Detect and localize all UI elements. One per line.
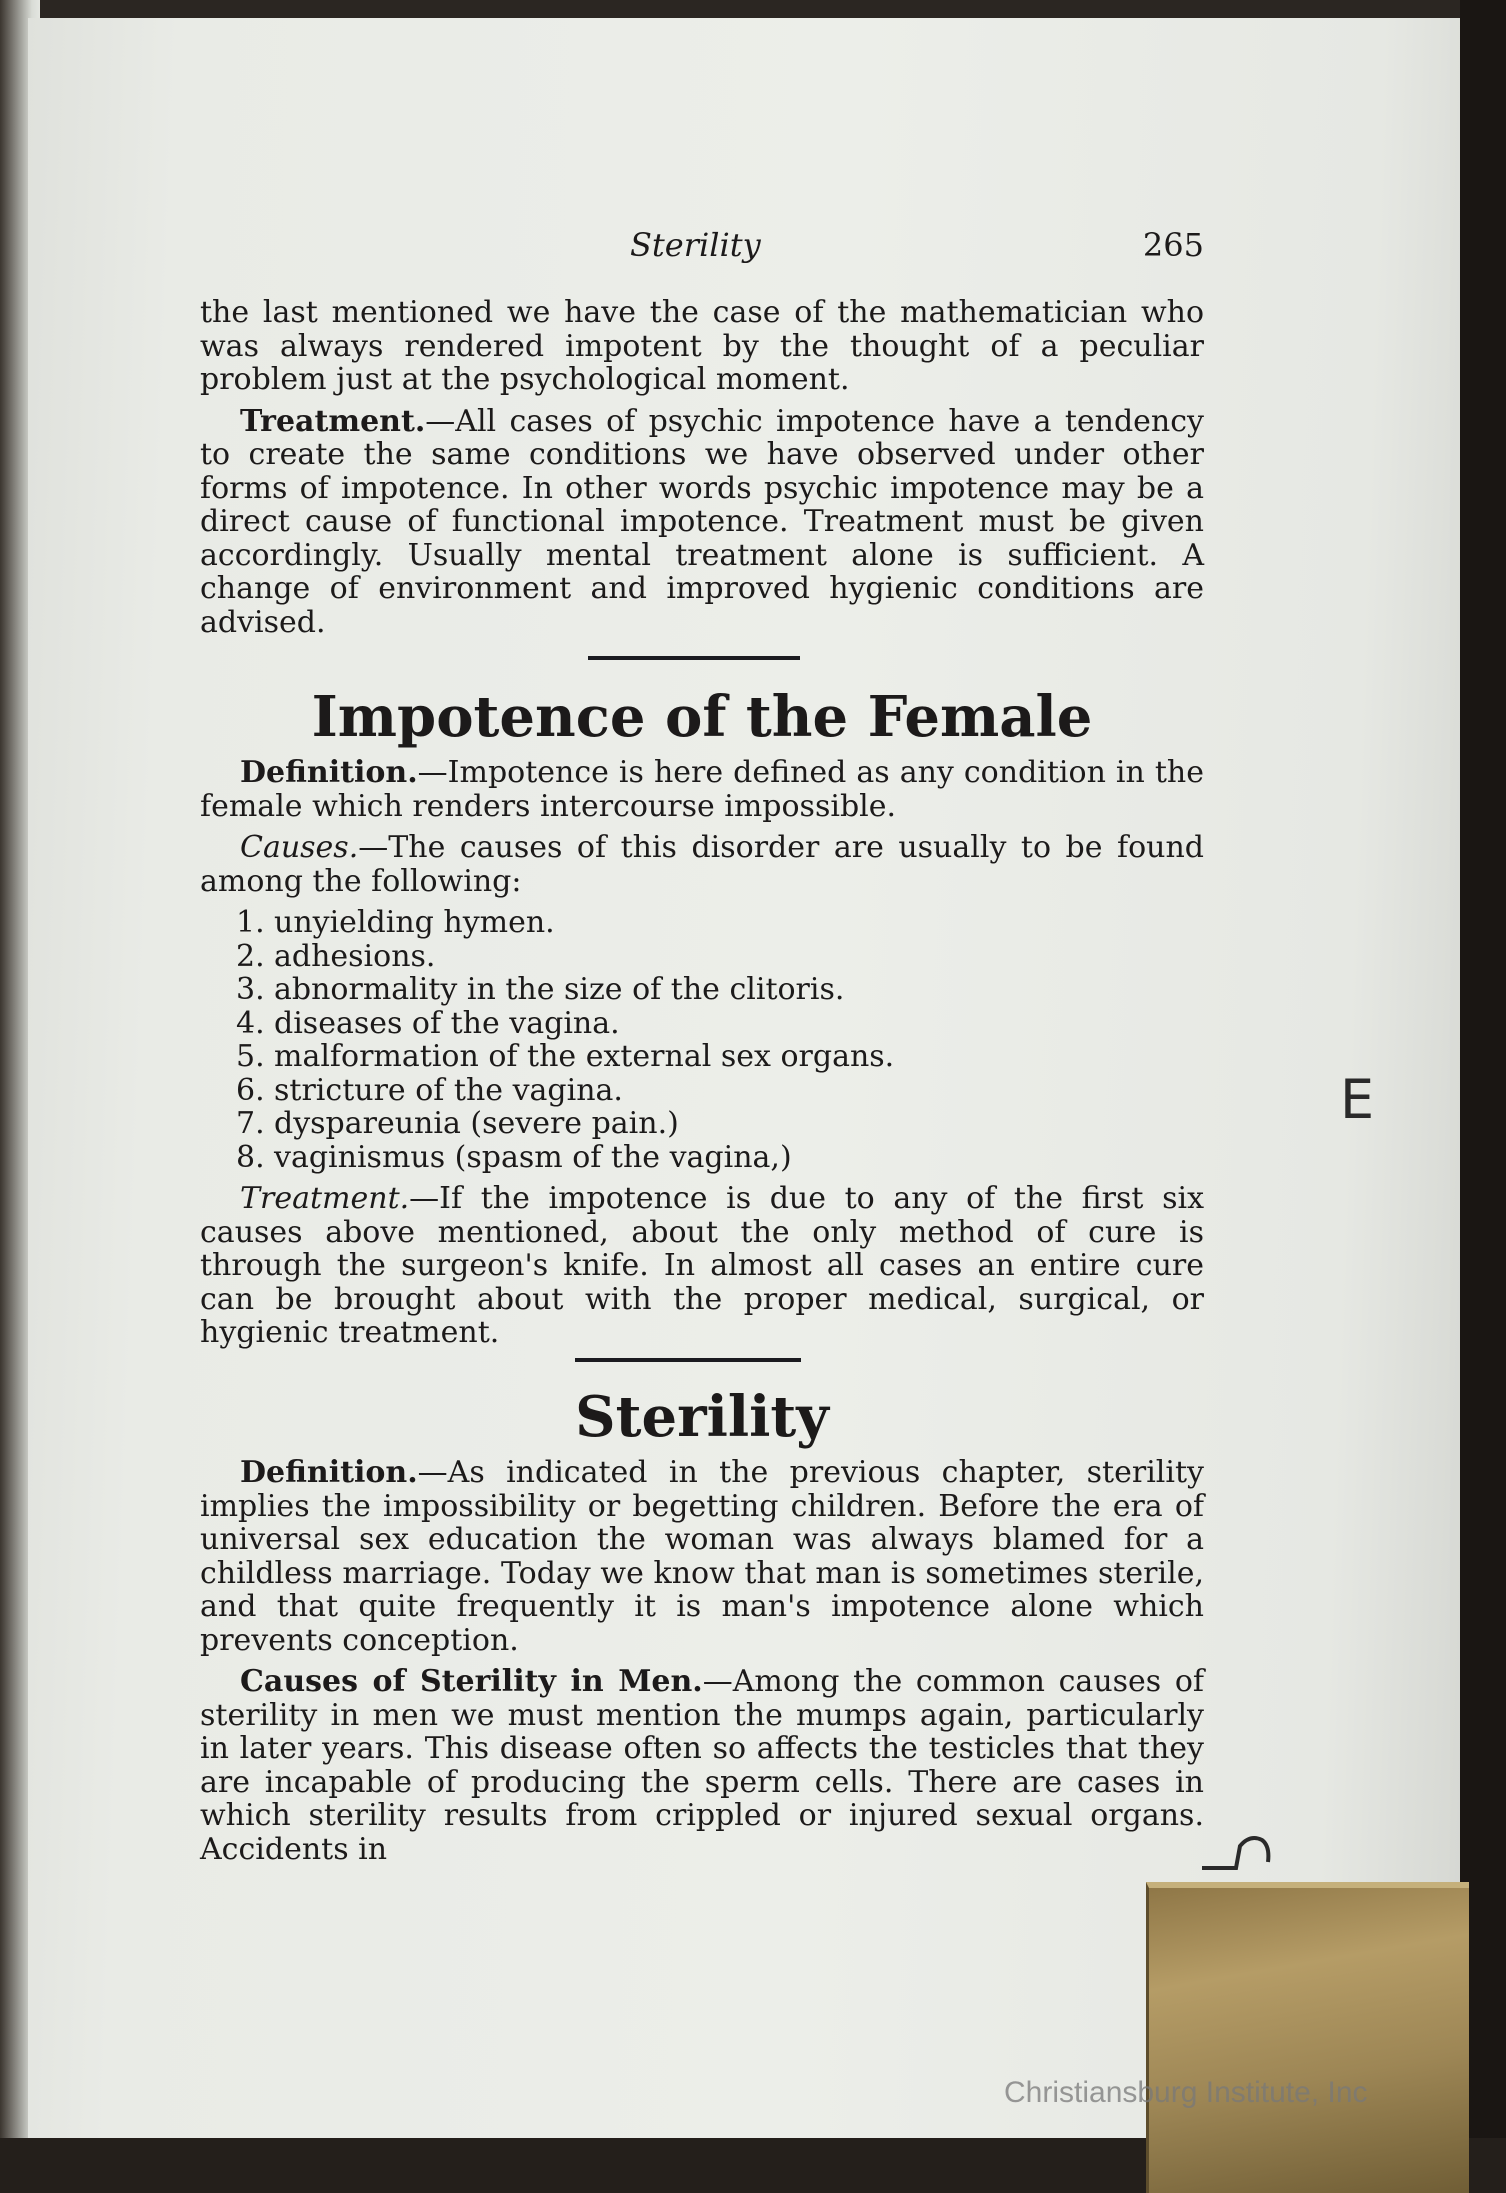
sterility-section-body (200, 1456, 1204, 1874)
sterility-section-heading: Sterility (575, 1384, 829, 1450)
causes-list (200, 906, 1204, 1174)
list-item-text: vaginismus (spasm of the vagina,) (274, 1139, 792, 1175)
female-definition-paragraph (200, 756, 1204, 823)
handwritten-squiggle-mark (1198, 1828, 1288, 1878)
list-item-text: adhesions. (274, 938, 436, 974)
handwritten-e-mark: E (1340, 1068, 1375, 1131)
female-section-body (200, 756, 1204, 1358)
female-treatment-label: Treatment. (240, 1181, 410, 1216)
female-definition-label: Definition. (240, 755, 418, 790)
treatment-paragraph (200, 405, 1204, 640)
female-treatment-text: —If the impotence is due to any of the first six causes above mentioned, about the only method of cure is through the surgeon's knife. In almost all cases an entire cure can be brought about with the proper medical, surgical, or hygienic treatment. (200, 1181, 1204, 1350)
female-causes-paragraph (200, 831, 1204, 898)
list-item-text: dyspareunia (severe pain.) (274, 1106, 679, 1141)
list-item-number: 2. (236, 938, 265, 974)
list-item-text: abnormality in the size of the clitoris. (274, 972, 845, 1007)
list-item-number: 1. (236, 905, 265, 940)
running-head (200, 226, 1204, 270)
dark-background-edge (1460, 0, 1506, 2193)
causes-men-text: —Among the common causes of sterility in men we must mention the mumps again, particularly in later years. This disease often so affects the testicles that they are incapable of producing the sperm cells. There are cases in which sterility results from crippled or injured sexual organs. Accidents in (200, 1664, 1204, 1867)
intro-block (200, 296, 1204, 647)
treatment-text: —All cases of psychic impotence have a tendency to create the same conditions we have observed under other forms of impotence. In other words psychic impotence may be a direct cause of functional impotence. Treatment must be given accordingly. Usually mental treatment alone is sufficient. A change of environment and improved hygienic conditions are advised. (200, 403, 1204, 640)
page-number: 265 (1142, 226, 1204, 264)
list-item (236, 1074, 1204, 1108)
section-divider-rule (588, 656, 800, 660)
list-item (236, 906, 1204, 940)
treatment-label: Treatment. (240, 403, 426, 439)
female-definition-text: —Impotence is here defined as any condition in the female which renders intercourse impossible. (200, 755, 1204, 824)
list-item-number: 7. (236, 1106, 265, 1141)
section-divider-rule (575, 1358, 801, 1362)
list-item-text: diseases of the vagina. (274, 1005, 620, 1041)
sterility-definition-text: —As indicated in the previous chapter, sterility implies the impossibility or begetting children. Before the era of universal sex education the woman was always blamed for a childless marriage. Today we know that man is sometimes sterile, and that quite frequently it is man's impotence alone which prevents conception. (200, 1455, 1204, 1658)
causes-men-paragraph (200, 1665, 1204, 1866)
list-item (236, 1107, 1204, 1141)
list-item-text: malformation of the external sex organs. (274, 1039, 895, 1074)
causes-men-label: Causes of Sterility in Men. (240, 1664, 703, 1699)
continuation-paragraph: the last mentioned we have the case of the mathematician who was always rendered impotent by the thought of a peculiar problem just at the psychological moment. (200, 295, 1204, 397)
list-item-text: unyielding hymen. (274, 905, 555, 940)
list-item (236, 940, 1204, 974)
list-item (236, 1141, 1204, 1175)
list-item-number: 3. (236, 972, 265, 1007)
running-head-title: Sterility (630, 226, 761, 264)
list-item (236, 973, 1204, 1007)
list-item-number: 6. (236, 1072, 265, 1108)
sterility-definition-label: Definition. (240, 1455, 418, 1490)
female-causes-text: —The causes of this disorder are usually to be found among the following: (200, 830, 1204, 899)
watermark-text: Christiansburg Institute, Inc (1004, 2076, 1368, 2109)
list-item (236, 1007, 1204, 1041)
list-item-number: 5. (236, 1039, 265, 1074)
list-item-number: 4. (236, 1005, 265, 1041)
list-item-number: 8. (236, 1139, 265, 1175)
sterility-definition-paragraph (200, 1456, 1204, 1657)
brass-bookmark-clip (1146, 1882, 1469, 2193)
list-item (236, 1040, 1204, 1074)
female-section-heading: Impotence of the Female (311, 684, 1093, 750)
female-causes-label: Causes. (240, 830, 359, 865)
list-item-text: stricture of the vagina. (274, 1072, 623, 1108)
female-treatment-paragraph (200, 1182, 1204, 1350)
